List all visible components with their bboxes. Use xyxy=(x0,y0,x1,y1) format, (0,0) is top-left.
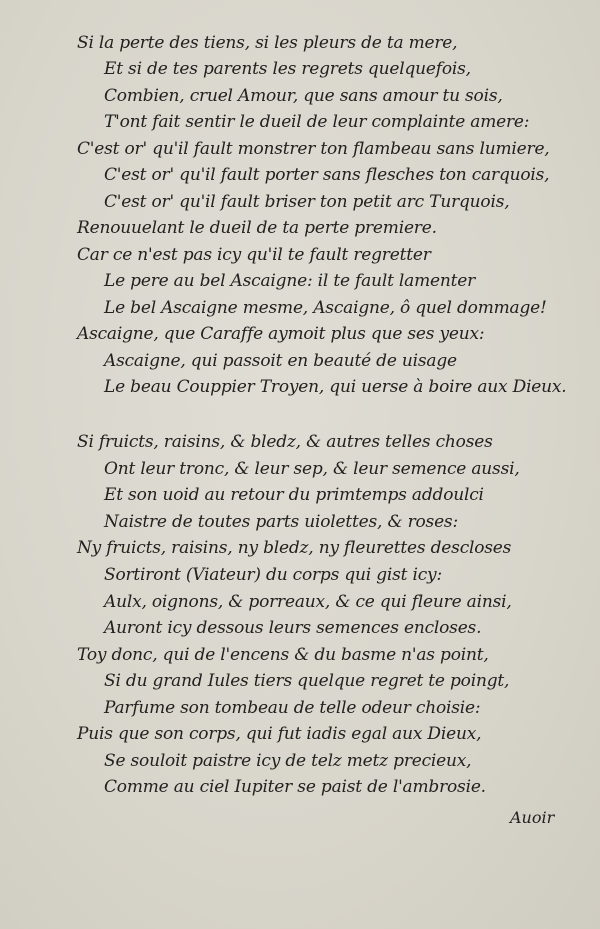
poem-line: C'est or' qu'il fault monstrer ton flambeau sans lumiere, xyxy=(77,139,550,159)
poem-line: Ascaigne, que Caraffe aymoit plus que ses yeux: xyxy=(77,324,485,344)
poem-line: Comme au ciel Iupiter se paist de l'ambrosie. xyxy=(104,777,486,797)
poem-line: Combien, cruel Amour, que sans amour tu sois, xyxy=(104,86,503,106)
poem-line: T'ont fait sentir le dueil de leur complainte amere: xyxy=(104,112,530,132)
poem-line: C'est or' qu'il fault porter sans flesches ton carquois, xyxy=(104,165,550,185)
poem-line: Naistre de toutes parts uiolettes, & roses: xyxy=(104,512,458,532)
poem-line: Le beau Couppier Troyen, qui uerse à boire aux Dieux. xyxy=(104,377,567,397)
poem-line: Si la perte des tiens, si les pleurs de ta mere, xyxy=(77,33,458,53)
poem-line: Parfume son tombeau de telle odeur choisie: xyxy=(104,698,481,718)
poem-line: Sortiront (Viateur) du corps qui gist icy: xyxy=(104,565,442,585)
poem-line: Car ce n'est pas icy qu'il te fault regretter xyxy=(77,245,431,265)
poem-line: Si du grand Iules tiers quelque regret te poingt, xyxy=(104,671,510,691)
poem-line: Renouuelant le dueil de ta perte premiere. xyxy=(77,218,437,238)
poem-line: Et son uoid au retour du primtemps addoulci xyxy=(104,485,484,505)
poem-line: Toy donc, qui de l'encens & du basme n'as point, xyxy=(77,645,489,665)
catchword: Auoir xyxy=(510,808,555,827)
poem-line: Ny fruicts, raisins, ny bledz, ny fleurettes descloses xyxy=(77,538,512,558)
poem-line: Puis que son corps, qui fut iadis egal aux Dieux, xyxy=(77,724,482,744)
poem-line: Ont leur tronc, & leur sep, & leur semence aussi, xyxy=(104,459,520,479)
poem-line: Le pere au bel Ascaigne: il te fault lamenter xyxy=(104,271,476,291)
poem-line: Aulx, oignons, & porreaux, & ce qui fleure ainsi, xyxy=(104,592,512,612)
poem-line: Auront icy dessous leurs semences encloses. xyxy=(104,618,482,638)
poem-line: Se souloit paistre icy de telz metz precieux, xyxy=(104,751,472,771)
poem-line: Et si de tes parents les regrets quelquefois, xyxy=(104,59,471,79)
poem-line: Ascaigne, qui passoit en beauté de uisage xyxy=(104,351,457,371)
poem-line: Si fruicts, raisins, & bledz, & autres telles choses xyxy=(77,432,493,452)
poem-line: C'est or' qu'il fault briser ton petit arc Turquois, xyxy=(104,192,510,212)
poem-line: Le bel Ascaigne mesme, Ascaigne, ô quel dommage! xyxy=(104,298,547,318)
